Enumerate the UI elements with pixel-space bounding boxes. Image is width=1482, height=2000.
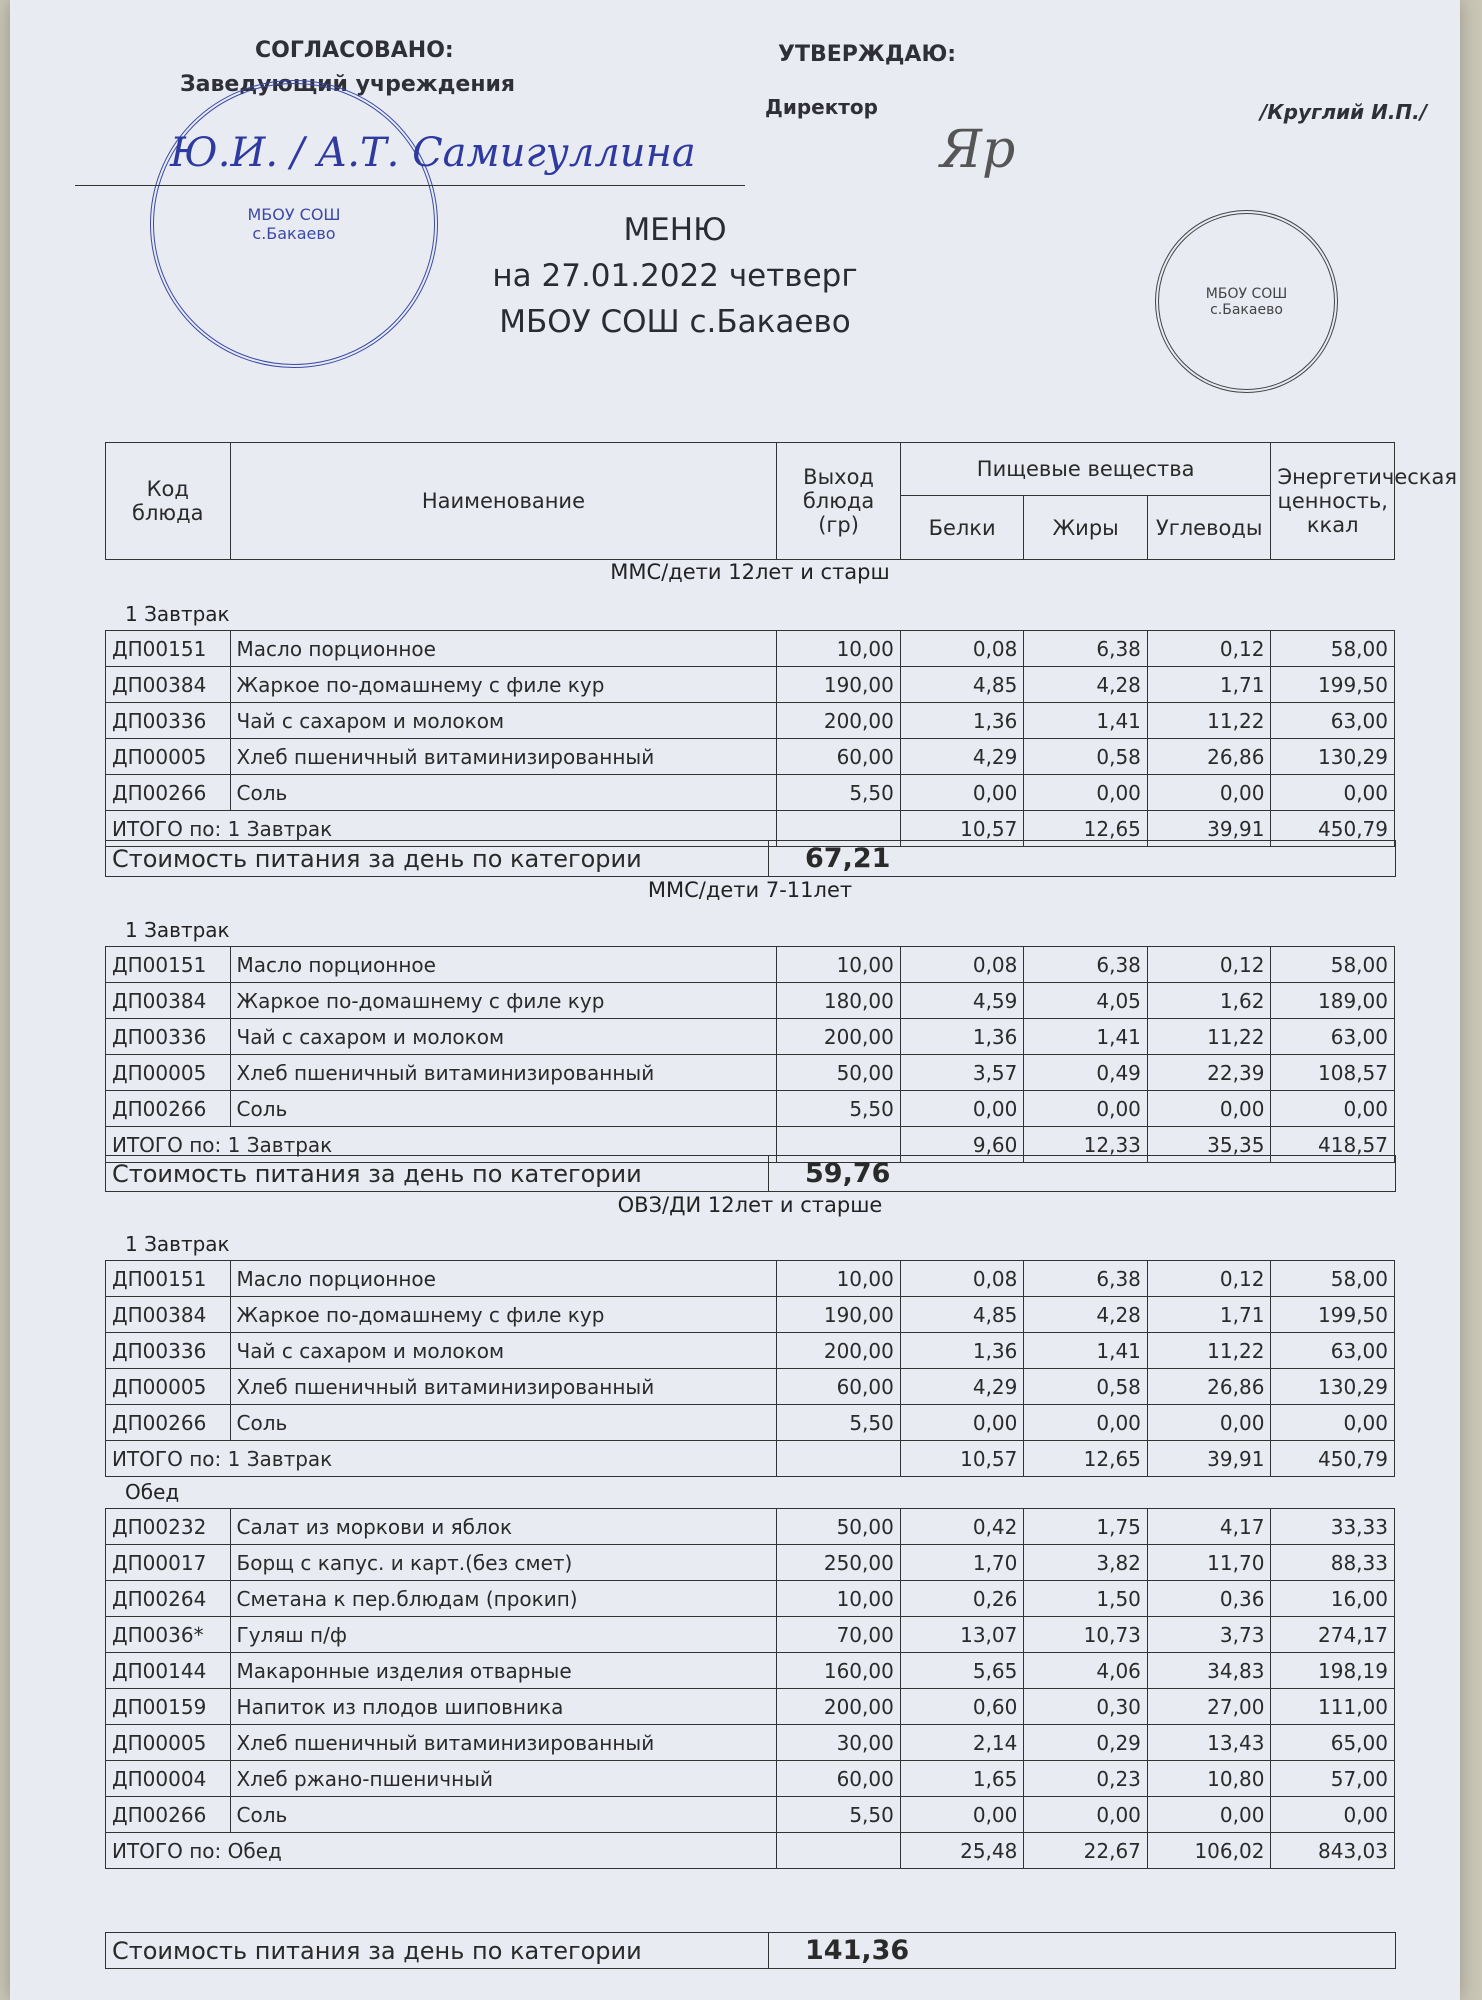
col-yield: Выход блюда (гр)	[777, 443, 901, 560]
dish-name: Хлеб пшеничный витаминизированный	[230, 739, 777, 775]
table-row	[106, 1333, 1395, 1369]
stamp-text-left: МБОУ СОШ с.Бакаево	[247, 205, 341, 243]
agreed-role: Заведующий учреждения	[180, 72, 516, 97]
dish-energy: 199,50	[1271, 1297, 1395, 1333]
dish-energy: 0,00	[1271, 1797, 1395, 1833]
dish-code: ДП00384	[106, 667, 231, 703]
dish-yield: 250,00	[777, 1545, 901, 1581]
dish-energy: 199,50	[1271, 667, 1395, 703]
dish-yield: 10,00	[777, 947, 901, 983]
total-carbs: 106,02	[1147, 1833, 1271, 1869]
dish-carbs: 4,17	[1147, 1509, 1271, 1545]
table-row	[106, 667, 1395, 703]
dish-yield: 60,00	[777, 1369, 901, 1405]
doc-school: МБОУ СОШ с.Бакаево	[499, 304, 851, 340]
dish-protein: 3,57	[900, 1055, 1024, 1091]
table-row	[106, 1509, 1395, 1545]
dish-protein: 0,00	[900, 1405, 1024, 1441]
dish-name: Жаркое по-домашнему с филе кур	[230, 667, 777, 703]
dish-name: Хлеб пшеничный витаминизированный	[230, 1369, 777, 1405]
approve-title: УТВЕРЖДАЮ:	[778, 42, 957, 67]
dish-yield: 10,00	[777, 631, 901, 667]
dish-protein: 0,08	[900, 1261, 1024, 1297]
total-row	[106, 1441, 1395, 1477]
cost-label: Стоимость питания за день по категории	[106, 1933, 769, 1969]
dish-energy: 0,00	[1271, 1405, 1395, 1441]
dish-fat: 0,23	[1024, 1761, 1148, 1797]
dish-protein: 2,14	[900, 1725, 1024, 1761]
table-row	[106, 1091, 1395, 1127]
menu-sheet	[10, 0, 1460, 2000]
dish-yield: 200,00	[777, 703, 901, 739]
dish-protein: 13,07	[900, 1617, 1024, 1653]
dish-code: ДП00005	[106, 1055, 231, 1091]
meal-table	[105, 630, 1395, 847]
dish-fat: 0,30	[1024, 1689, 1148, 1725]
signature-agreed: Ю.И. / А.Т. Самигуллина	[170, 130, 696, 176]
dish-yield: 200,00	[777, 1019, 901, 1055]
dish-name: Сметана к пер.блюдам (прокип)	[230, 1581, 777, 1617]
dish-fat: 1,41	[1024, 703, 1148, 739]
total-label: ИТОГО по: 1 Завтрак	[106, 1127, 777, 1163]
dish-carbs: 0,00	[1147, 1797, 1271, 1833]
dish-energy: 0,00	[1271, 775, 1395, 811]
table-row	[106, 1261, 1395, 1297]
dish-code: ДП00266	[106, 775, 231, 811]
table-row	[106, 1725, 1395, 1761]
dish-carbs: 1,71	[1147, 1297, 1271, 1333]
dish-protein: 0,26	[900, 1581, 1024, 1617]
dish-fat: 1,41	[1024, 1333, 1148, 1369]
table-row	[106, 1297, 1395, 1333]
dish-yield: 190,00	[777, 1297, 901, 1333]
dish-energy: 198,19	[1271, 1653, 1395, 1689]
dish-energy: 65,00	[1271, 1725, 1395, 1761]
dish-fat: 0,58	[1024, 1369, 1148, 1405]
dish-yield: 50,00	[777, 1055, 901, 1091]
dish-energy: 130,29	[1271, 1369, 1395, 1405]
dish-fat: 0,49	[1024, 1055, 1148, 1091]
col-code: Код блюда	[106, 443, 231, 560]
column-header-table	[105, 442, 1457, 560]
cost-value: 59,76	[769, 1156, 1396, 1192]
dish-yield: 5,50	[777, 1405, 901, 1441]
dish-name: Хлеб пшеничный витаминизированный	[230, 1725, 777, 1761]
dish-carbs: 0,12	[1147, 1261, 1271, 1297]
dish-carbs: 0,00	[1147, 1091, 1271, 1127]
dish-protein: 4,59	[900, 983, 1024, 1019]
cost-table	[105, 1155, 1396, 1192]
col-fat: Жиры	[1024, 496, 1148, 560]
dish-protein: 1,36	[900, 1019, 1024, 1055]
dish-code: ДП00017	[106, 1545, 231, 1581]
total-carbs: 39,91	[1147, 1441, 1271, 1477]
dish-carbs: 10,80	[1147, 1761, 1271, 1797]
table-row	[106, 1369, 1395, 1405]
dish-yield: 10,00	[777, 1581, 901, 1617]
dish-fat: 4,06	[1024, 1653, 1148, 1689]
dish-protein: 0,00	[900, 1091, 1024, 1127]
dish-code: ДП00151	[106, 631, 231, 667]
dish-carbs: 11,22	[1147, 703, 1271, 739]
dish-protein: 0,42	[900, 1509, 1024, 1545]
dish-energy: 274,17	[1271, 1617, 1395, 1653]
dish-carbs: 26,86	[1147, 739, 1271, 775]
total-row	[106, 1833, 1395, 1869]
dish-name: Масло порционное	[230, 631, 777, 667]
signature-director: Яр	[940, 120, 1016, 180]
total-carbs: 35,35	[1147, 1127, 1271, 1163]
dish-name: Хлеб пшеничный витаминизированный	[230, 1055, 777, 1091]
dish-protein: 0,08	[900, 947, 1024, 983]
dish-fat: 6,38	[1024, 947, 1148, 983]
dish-yield: 70,00	[777, 1617, 901, 1653]
stamp-text-right: МБОУ СОШ с.Бакаево	[1205, 285, 1288, 318]
dish-carbs: 0,12	[1147, 631, 1271, 667]
dish-code: ДП00005	[106, 739, 231, 775]
dish-fat: 0,58	[1024, 739, 1148, 775]
dish-yield: 160,00	[777, 1653, 901, 1689]
dish-name: Соль	[230, 1091, 777, 1127]
dish-name: Чай с сахаром и молоком	[230, 703, 777, 739]
dish-fat: 3,82	[1024, 1545, 1148, 1581]
total-fat: 12,65	[1024, 1441, 1148, 1477]
dish-carbs: 11,22	[1147, 1019, 1271, 1055]
cost-label: Стоимость питания за день по категории	[106, 1156, 769, 1192]
approve-name: /Круглий И.П./	[1260, 100, 1428, 124]
cost-table	[105, 1932, 1396, 1969]
dish-energy: 0,00	[1271, 1091, 1395, 1127]
dish-code: ДП00266	[106, 1091, 231, 1127]
dish-carbs: 11,22	[1147, 1333, 1271, 1369]
total-energy: 450,79	[1271, 1441, 1395, 1477]
dish-name: Салат из моркови и яблок	[230, 1509, 777, 1545]
doc-date: на 27.01.2022 четверг	[492, 258, 858, 294]
table-row	[106, 1055, 1395, 1091]
meal-table	[105, 1260, 1395, 1477]
dish-fat: 4,28	[1024, 667, 1148, 703]
dish-fat: 6,38	[1024, 631, 1148, 667]
dish-code: ДП00159	[106, 1689, 231, 1725]
col-energy: Энергетическая ценность, ккал	[1271, 443, 1395, 560]
dish-yield: 60,00	[777, 739, 901, 775]
dish-name: Соль	[230, 1405, 777, 1441]
dish-energy: 63,00	[1271, 1019, 1395, 1055]
dish-carbs: 11,70	[1147, 1545, 1271, 1581]
dish-yield: 5,50	[777, 775, 901, 811]
table-row	[106, 1405, 1395, 1441]
dish-name: Чай с сахаром и молоком	[230, 1333, 777, 1369]
dish-carbs: 0,00	[1147, 775, 1271, 811]
dish-carbs: 26,86	[1147, 1369, 1271, 1405]
total-energy: 450,79	[1271, 811, 1395, 847]
total-protein: 25,48	[900, 1833, 1024, 1869]
dish-protein: 4,85	[900, 1297, 1024, 1333]
dish-name: Масло порционное	[230, 1261, 777, 1297]
total-energy: 418,57	[1271, 1127, 1395, 1163]
cost-value: 67,21	[769, 841, 1396, 877]
col-carbs: Углеводы	[1147, 496, 1271, 560]
table-row	[106, 983, 1395, 1019]
dish-yield: 180,00	[777, 983, 901, 1019]
table-row	[106, 703, 1395, 739]
total-label: ИТОГО по: Обед	[106, 1833, 777, 1869]
dish-fat: 0,00	[1024, 1091, 1148, 1127]
dish-protein: 4,29	[900, 739, 1024, 775]
dish-fat: 4,05	[1024, 983, 1148, 1019]
dish-name: Жаркое по-домашнему с филе кур	[230, 1297, 777, 1333]
dish-fat: 0,00	[1024, 775, 1148, 811]
dish-yield: 200,00	[777, 1333, 901, 1369]
dish-energy: 63,00	[1271, 1333, 1395, 1369]
table-row	[106, 1797, 1395, 1833]
doc-title: МЕНЮ	[623, 212, 727, 248]
dish-yield: 10,00	[777, 1261, 901, 1297]
dish-yield: 5,50	[777, 1797, 901, 1833]
dish-code: ДП00384	[106, 1297, 231, 1333]
dish-code: ДП00232	[106, 1509, 231, 1545]
dish-code: ДП00004	[106, 1761, 231, 1797]
table-row	[106, 1545, 1395, 1581]
dish-name: Масло порционное	[230, 947, 777, 983]
col-name: Наименование	[230, 443, 777, 560]
dish-name: Макаронные изделия отварные	[230, 1653, 777, 1689]
dish-code: ДП00266	[106, 1405, 231, 1441]
section-title: ММС/дети 7-11лет	[647, 878, 853, 902]
dish-yield: 30,00	[777, 1725, 901, 1761]
cost-label: Стоимость питания за день по категории	[106, 841, 769, 877]
dish-fat: 1,75	[1024, 1509, 1148, 1545]
dish-yield: 190,00	[777, 667, 901, 703]
dish-protein: 0,00	[900, 775, 1024, 811]
dish-code: ДП00005	[106, 1725, 231, 1761]
dish-name: Хлеб ржано-пшеничный	[230, 1761, 777, 1797]
col-protein: Белки	[900, 496, 1024, 560]
section-title: ОВЗ/ДИ 12лет и старше	[617, 1193, 883, 1217]
dish-code: ДП00336	[106, 1333, 231, 1369]
table-row	[106, 739, 1395, 775]
dish-protein: 0,08	[900, 631, 1024, 667]
dish-fat: 0,00	[1024, 1797, 1148, 1833]
dish-name: Гуляш п/ф	[230, 1617, 777, 1653]
meal-label: 1 Завтрак	[125, 1232, 230, 1256]
dish-energy: 130,29	[1271, 739, 1395, 775]
dish-carbs: 22,39	[1147, 1055, 1271, 1091]
table-row	[106, 1581, 1395, 1617]
dish-carbs: 1,71	[1147, 667, 1271, 703]
table-row	[106, 1761, 1395, 1797]
total-label: ИТОГО по: 1 Завтрак	[106, 1441, 777, 1477]
dish-fat: 0,00	[1024, 1405, 1148, 1441]
col-nutrients: Пищевые вещества	[900, 443, 1271, 496]
table-row	[106, 775, 1395, 811]
dish-yield: 60,00	[777, 1761, 901, 1797]
dish-carbs: 1,62	[1147, 983, 1271, 1019]
dish-name: Напиток из плодов шиповника	[230, 1689, 777, 1725]
total-carbs: 39,91	[1147, 811, 1271, 847]
dish-energy: 189,00	[1271, 983, 1395, 1019]
dish-carbs: 0,00	[1147, 1405, 1271, 1441]
dish-code: ДП00005	[106, 1369, 231, 1405]
dish-carbs: 34,83	[1147, 1653, 1271, 1689]
dish-yield: 50,00	[777, 1509, 901, 1545]
meal-table	[105, 1508, 1395, 1869]
dish-carbs: 0,12	[1147, 947, 1271, 983]
meal-label: 1 Завтрак	[125, 602, 230, 626]
table-row	[106, 947, 1395, 983]
dish-fat: 10,73	[1024, 1617, 1148, 1653]
dish-energy: 58,00	[1271, 631, 1395, 667]
dish-fat: 0,29	[1024, 1725, 1148, 1761]
approve-role: Директор	[765, 95, 878, 119]
total-yield	[777, 1833, 901, 1869]
section-title: ММС/дети 12лет и старш	[610, 560, 890, 584]
dish-carbs: 27,00	[1147, 1689, 1271, 1725]
meal-label: 1 Завтрак	[125, 918, 230, 942]
total-label: ИТОГО по: 1 Завтрак	[106, 811, 777, 847]
dish-yield: 200,00	[777, 1689, 901, 1725]
dish-fat: 1,50	[1024, 1581, 1148, 1617]
dish-code: ДП0036*	[106, 1617, 231, 1653]
dish-code: ДП00151	[106, 947, 231, 983]
cost-value: 141,36	[769, 1933, 1396, 1969]
signature-line	[75, 185, 745, 186]
dish-code: ДП00151	[106, 1261, 231, 1297]
meal-table	[105, 946, 1395, 1163]
meal-label: Обед	[125, 1480, 180, 1504]
total-fat: 22,67	[1024, 1833, 1148, 1869]
dish-energy: 58,00	[1271, 1261, 1395, 1297]
total-fat: 12,65	[1024, 811, 1148, 847]
table-row	[106, 631, 1395, 667]
dish-energy: 33,33	[1271, 1509, 1395, 1545]
cost-table	[105, 840, 1396, 877]
dish-energy: 16,00	[1271, 1581, 1395, 1617]
dish-carbs: 13,43	[1147, 1725, 1271, 1761]
dish-fat: 4,28	[1024, 1297, 1148, 1333]
dish-fat: 6,38	[1024, 1261, 1148, 1297]
total-energy: 843,03	[1271, 1833, 1395, 1869]
dish-energy: 57,00	[1271, 1761, 1395, 1797]
dish-protein: 4,29	[900, 1369, 1024, 1405]
dish-fat: 1,41	[1024, 1019, 1148, 1055]
table-row	[106, 1617, 1395, 1653]
table-row	[106, 1653, 1395, 1689]
dish-code: ДП00336	[106, 703, 231, 739]
dish-protein: 5,65	[900, 1653, 1024, 1689]
total-protein: 9,60	[900, 1127, 1024, 1163]
dish-name: Чай с сахаром и молоком	[230, 1019, 777, 1055]
dish-code: ДП00264	[106, 1581, 231, 1617]
dish-energy: 111,00	[1271, 1689, 1395, 1725]
dish-protein: 0,00	[900, 1797, 1024, 1833]
dish-energy: 108,57	[1271, 1055, 1395, 1091]
dish-code: ДП00144	[106, 1653, 231, 1689]
cost-row	[106, 841, 1396, 877]
dish-name: Жаркое по-домашнему с филе кур	[230, 983, 777, 1019]
dish-protein: 4,85	[900, 667, 1024, 703]
dish-energy: 88,33	[1271, 1545, 1395, 1581]
dish-carbs: 0,36	[1147, 1581, 1271, 1617]
dish-code: ДП00384	[106, 983, 231, 1019]
dish-protein: 1,36	[900, 703, 1024, 739]
dish-protein: 1,65	[900, 1761, 1024, 1797]
dish-protein: 0,60	[900, 1689, 1024, 1725]
dish-code: ДП00266	[106, 1797, 231, 1833]
agreed-title: СОГЛАСОВАНО:	[255, 38, 454, 63]
cost-row	[106, 1156, 1396, 1192]
dish-code: ДП00336	[106, 1019, 231, 1055]
dish-name: Соль	[230, 1797, 777, 1833]
dish-energy: 58,00	[1271, 947, 1395, 983]
dish-protein: 1,70	[900, 1545, 1024, 1581]
dish-energy: 63,00	[1271, 703, 1395, 739]
dish-name: Соль	[230, 775, 777, 811]
total-fat: 12,33	[1024, 1127, 1148, 1163]
total-yield	[777, 1441, 901, 1477]
total-protein: 10,57	[900, 811, 1024, 847]
dish-protein: 1,36	[900, 1333, 1024, 1369]
cost-row	[106, 1933, 1396, 1969]
round-stamp-black	[1155, 210, 1338, 393]
dish-name: Борщ с капус. и карт.(без смет)	[230, 1545, 777, 1581]
total-protein: 10,57	[900, 1441, 1024, 1477]
table-row	[106, 1689, 1395, 1725]
dish-yield: 5,50	[777, 1091, 901, 1127]
dish-carbs: 3,73	[1147, 1617, 1271, 1653]
table-row	[106, 1019, 1395, 1055]
